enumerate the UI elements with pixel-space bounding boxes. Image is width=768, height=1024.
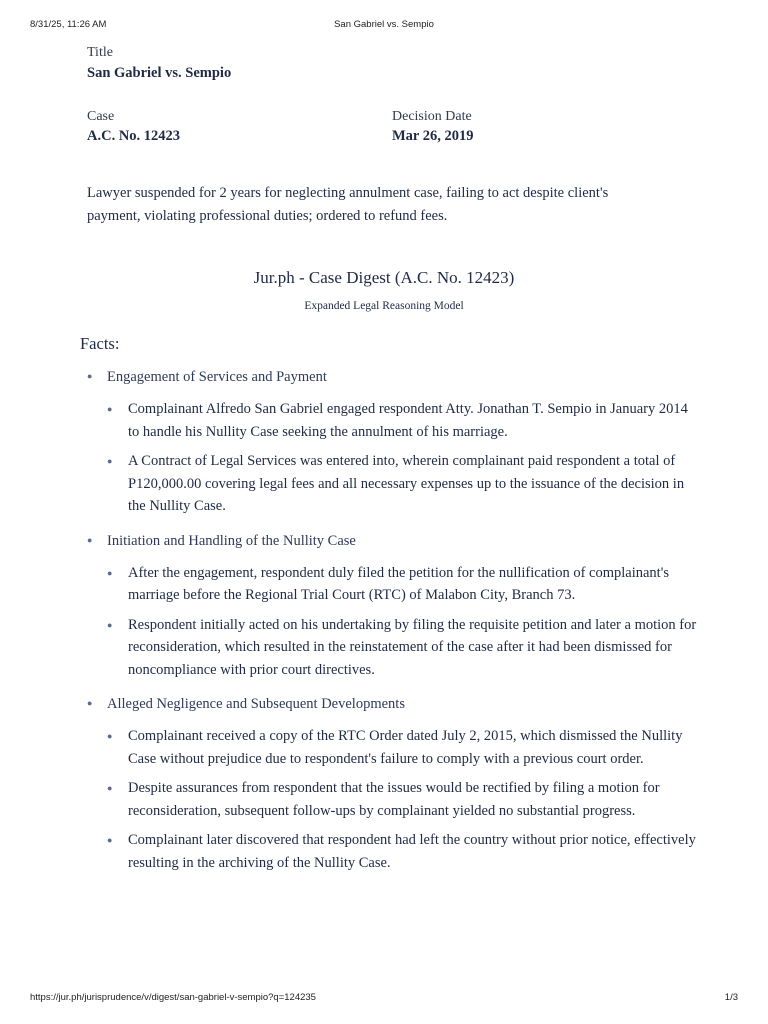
fact-point xyxy=(107,562,697,607)
fact-topic-label: Alleged Negligence and Subsequent Developments xyxy=(107,696,405,712)
fact-point-text: Respondent initially acted on his undertaking by filing the requisite petition and later a motion for reconsideration, which resulted in the reinstatement of the case after it had been dismissed for noncompliance with prior court directives. xyxy=(128,616,697,678)
bullet-icon: ● xyxy=(107,567,113,578)
case-summary: Lawyer suspended for 2 years for neglecting annulment case, failing to act despite client's payment, violating professional duties; ordered to refund fees. xyxy=(87,185,609,224)
case-label: Case xyxy=(87,109,115,124)
bullet-icon: ● xyxy=(107,783,113,793)
fact-point-text: Complainant Alfredo San Gabriel engaged respondent Atty. Jonathan T. Sempio in January 2014 to handle his Nullity Case seeking the annulment of his marriage. xyxy=(128,401,688,440)
bullet-icon: ● xyxy=(87,371,93,381)
bullet-icon: ● xyxy=(87,534,93,545)
fact-point xyxy=(107,725,697,770)
fact-point xyxy=(107,777,697,822)
print-page-title: San Gabriel vs. Sempio xyxy=(334,19,434,30)
case-number: A.C. No. 12423 xyxy=(87,128,181,144)
fact-point xyxy=(107,450,697,518)
fact-point-text: Complainant later discovered that respondent had left the country without prior notice, effectively resulting in the archiving of the Nullity Case. xyxy=(128,832,696,871)
fact-points xyxy=(107,562,697,682)
fact-point xyxy=(107,614,697,682)
page-url: https://jur.ph/jurisprudence/v/digest/san-gabriel-v-sempio?q=124235 xyxy=(30,992,316,1003)
bullet-icon: ● xyxy=(107,456,113,466)
fact-point xyxy=(107,398,697,443)
case-title: San Gabriel vs. Sempio xyxy=(87,65,232,81)
page-number: 1/3 xyxy=(724,992,738,1003)
fact-points xyxy=(107,725,697,874)
fact-topic-label: Engagement of Services and Payment xyxy=(107,369,327,385)
bullet-icon: ● xyxy=(87,698,93,708)
facts-list xyxy=(87,366,697,886)
facts-heading: Facts: xyxy=(80,334,120,353)
digest-title: Jur.ph - Case Digest (A.C. No. 12423) xyxy=(253,268,515,287)
title-label: Title xyxy=(87,45,113,60)
decision-date: Mar 26, 2019 xyxy=(392,128,474,144)
bullet-icon: ● xyxy=(107,404,113,414)
fact-topic xyxy=(87,693,697,874)
decision-date-label: Decision Date xyxy=(392,109,472,124)
fact-topic xyxy=(87,530,697,682)
fact-points xyxy=(107,398,697,518)
digest-subtitle: Expanded Legal Reasoning Model xyxy=(304,300,464,312)
fact-point-text: Despite assurances from respondent that the issues would be rectified by filing a motion for reconsideration, subsequent follow-ups by complainant yielded no substantial progress. xyxy=(128,780,660,819)
fact-point-text: After the engagement, respondent duly filed the petition for the nullification of complainant's marriage before the Regional Trial Court (RTC) of Malabon City, Branch 73. xyxy=(128,564,669,603)
bullet-icon: ● xyxy=(107,619,113,630)
fact-point-text: Complainant received a copy of the RTC Order dated July 2, 2015, which dismissed the Nullity Case without prejudice due to respondent's failure to comply with a previous court order. xyxy=(128,728,683,767)
fact-point-text: A Contract of Legal Services was entered into, wherein complainant paid respondent a total of P120,000.00 covering legal fees and all necessary expenses up to the issuance of the decision in the Nullity Case. xyxy=(128,453,685,514)
fact-topic-label: Initiation and Handling of the Nullity Case xyxy=(107,532,356,549)
bullet-icon: ● xyxy=(107,731,113,741)
print-footer xyxy=(0,992,768,1006)
fact-topic xyxy=(87,366,697,518)
print-timestamp: 8/31/25, 11:26 AM xyxy=(30,19,107,30)
bullet-icon: ● xyxy=(107,835,113,845)
fact-point xyxy=(107,829,697,874)
print-header xyxy=(0,19,768,33)
